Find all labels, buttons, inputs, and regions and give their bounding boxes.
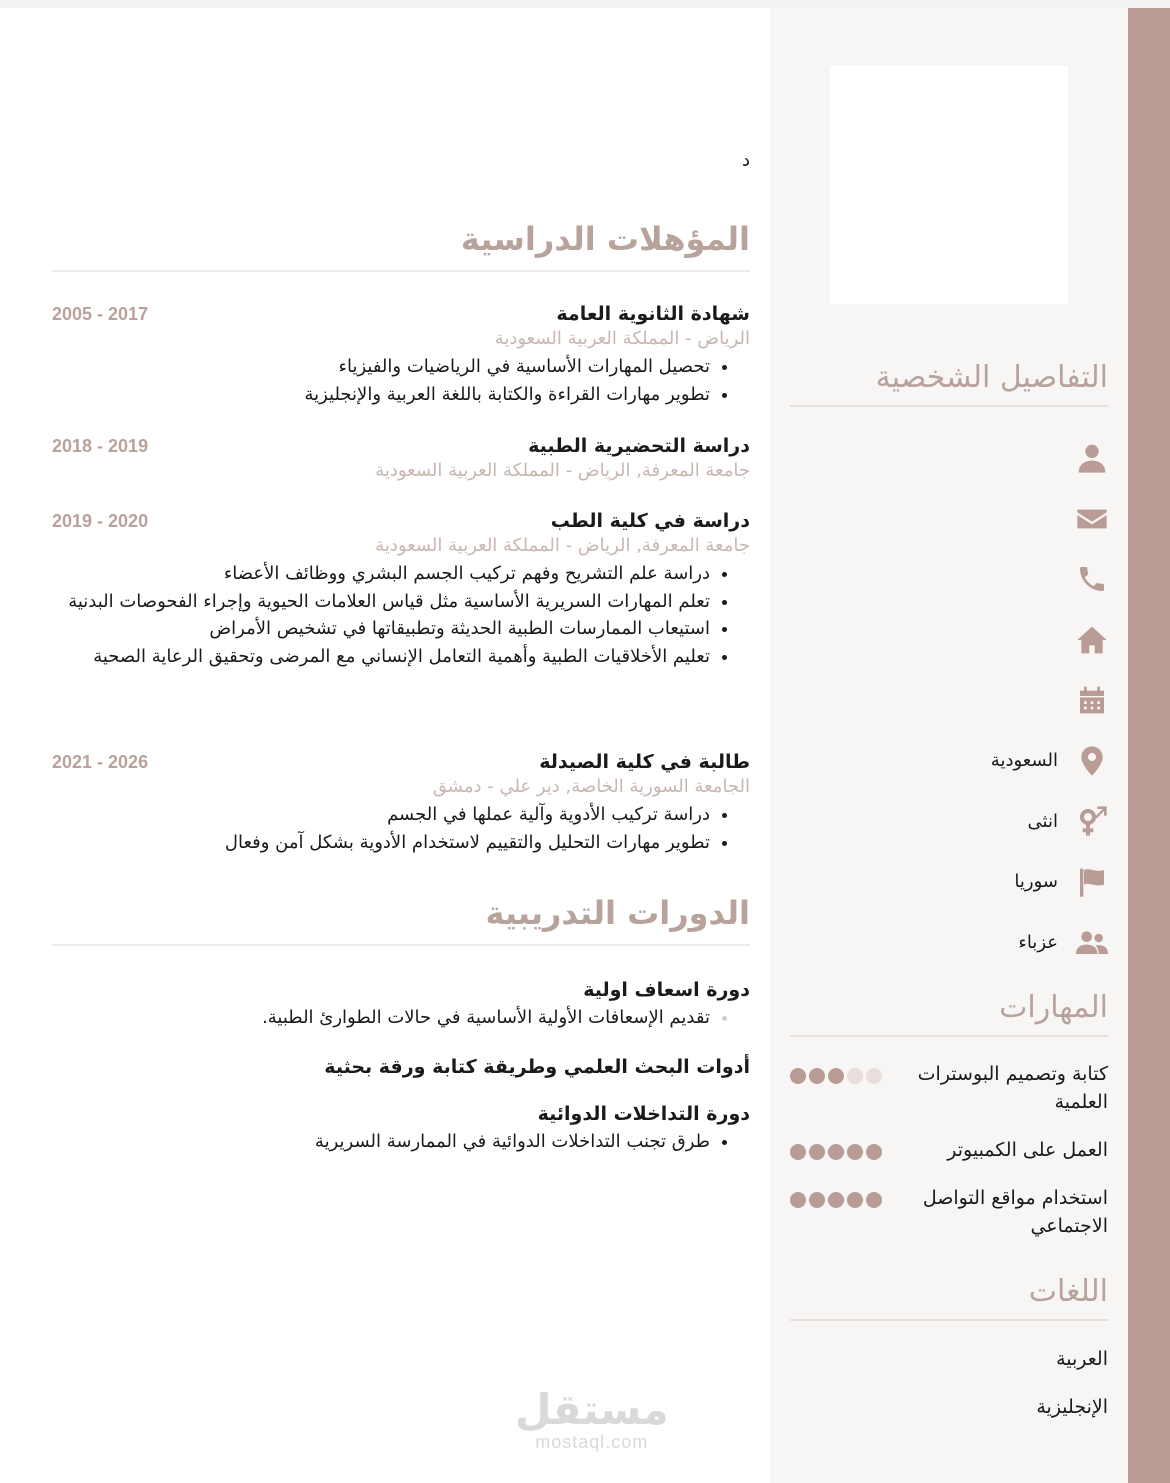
skill-item: العمل على الكمبيوتر: [790, 1136, 1108, 1184]
detail-address: [812, 610, 1112, 671]
skill-rating: [790, 1060, 882, 1084]
calendar-icon: [1072, 680, 1112, 720]
personal-details-heading: التفاصيل الشخصية: [790, 360, 1108, 407]
detail-name: [812, 428, 1112, 489]
accent-bar: [1128, 8, 1170, 1483]
list-item: • استيعاب الممارسات الطبية الحديثة وتطبيقاتها في تشخيص الأمراض: [52, 615, 710, 643]
languages-list: [790, 1344, 1108, 1440]
detail-gender: انثى: [812, 791, 1112, 852]
skill-rating: [790, 1184, 882, 1208]
resume-page: [0, 8, 1170, 1483]
phone-icon: [1072, 559, 1112, 599]
profile-photo: [830, 66, 1068, 304]
skill-item: كتابة وتصميم البوسترات العلمية: [790, 1060, 1108, 1136]
name-initial: د: [741, 150, 750, 171]
personal-details-list: [812, 428, 1112, 973]
flag-icon: [1072, 862, 1112, 902]
detail-residence: السعودية: [812, 731, 1112, 792]
language-item: الإنجليزية: [1036, 1396, 1108, 1418]
skill-rating: [790, 1136, 882, 1160]
map-pin-icon: [1072, 741, 1112, 781]
users-icon: [1072, 922, 1112, 962]
list-item: • تعلم المهارات السريرية الأساسية مثل قياس العلامات الحيوية وإجراء الفحوصات البدنية: [52, 588, 710, 616]
home-icon: [1072, 620, 1112, 660]
detail-email: [812, 489, 1112, 550]
education-item: شهادة الثانوية العامة 2005 - 2017 الرياض - المملكة العربية السعودية • تحصيل المهارات الأساسية في الرياضيات والفيزياء • تطوير مهارات القراءة والكتابة باللغة العربية والإنجليزية: [52, 303, 750, 408]
list-item: • طرق تجنب التداخلات الدوائية في الممارسة السريرية: [52, 1128, 710, 1156]
education-heading: المؤهلات الدراسية: [52, 220, 750, 272]
envelope-icon: [1072, 499, 1112, 539]
education-item: طالبة في كلية الصيدلة 2021 - 2026 الجامعة السورية الخاصة, دير علي - دمشق • دراسة تركيب الأدوية وآلية عملها في الجسم • تطوير مهارات التحليل والتقييم لاستخدام الأدوية بشكل آمن وفعال: [52, 751, 750, 856]
detail-phone: [812, 549, 1112, 610]
skills-list: [790, 1060, 1108, 1260]
languages-heading: اللغات: [790, 1274, 1108, 1321]
skills-heading: المهارات: [790, 990, 1108, 1037]
education-item: دراسة في كلية الطب 2019 - 2020 جامعة المعرفة, الرياض - المملكة العربية السعودية • دراسة علم التشريح وفهم تركيب الجسم البشري ووظائف الأعضاء • تعلم المهارات السريرية الأساسية مثل قياس العلامات الحيوية وإجراء الفحوصات البدنية • استيعاب الممارسات الطبية الحديثة وتطبيقاتها في تشخيص الأمراض • تعليم الأخلاقيات الطبية وأهمية التعامل الإنساني مع المرضى وتحقيق الرعاية الصحية: [52, 510, 750, 670]
language-item: العربية: [1056, 1348, 1108, 1370]
watermark: مستقل mostaql.com: [515, 1385, 669, 1452]
education-item: دراسة التحضيرية الطبية 2018 - 2019 جامعة المعرفة, الرياض - المملكة العربية السعودية: [52, 435, 750, 481]
gender-icon: [1072, 801, 1112, 841]
course-item: دورة التداخلات الدوائية • طرق تجنب التداخلات الدوائية في الممارسة السريرية: [52, 1100, 750, 1156]
list-item: • دراسة علم التشريح وفهم تركيب الجسم البشري ووظائف الأعضاء: [52, 560, 710, 588]
sidebar: [770, 8, 1128, 1483]
list-item: • تطوير مهارات القراءة والكتابة باللغة العربية والإنجليزية: [52, 381, 710, 409]
detail-marital-status: عزباء: [812, 912, 1112, 973]
course-item: أدوات البحث العلمي وطريقة كتابة ورقة بحثية: [324, 1056, 750, 1078]
detail-nationality: سوريا: [812, 852, 1112, 913]
user-icon: [1072, 438, 1112, 478]
courses-heading: الدورات التدريبية: [52, 894, 750, 946]
list-item: • تطوير مهارات التحليل والتقييم لاستخدام الأدوية بشكل آمن وفعال: [52, 829, 710, 857]
list-item: • دراسة تركيب الأدوية وآلية عملها في الجسم: [52, 801, 710, 829]
list-item: • تحصيل المهارات الأساسية في الرياضيات والفيزياء: [52, 353, 710, 381]
list-item: • تقديم الإسعافات الأولية الأساسية في حالات الطوارئ الطبية.: [52, 1004, 710, 1032]
skill-item: استخدام مواقع التواصل الاجتماعي: [790, 1184, 1108, 1260]
list-item: • تعليم الأخلاقيات الطبية وأهمية التعامل الإنساني مع المرضى وتحقيق الرعاية الصحية: [52, 643, 710, 671]
course-item: دورة اسعاف اولية • تقديم الإسعافات الأولية الأساسية في حالات الطوارئ الطبية.: [52, 976, 750, 1032]
detail-birthdate: [812, 670, 1112, 731]
